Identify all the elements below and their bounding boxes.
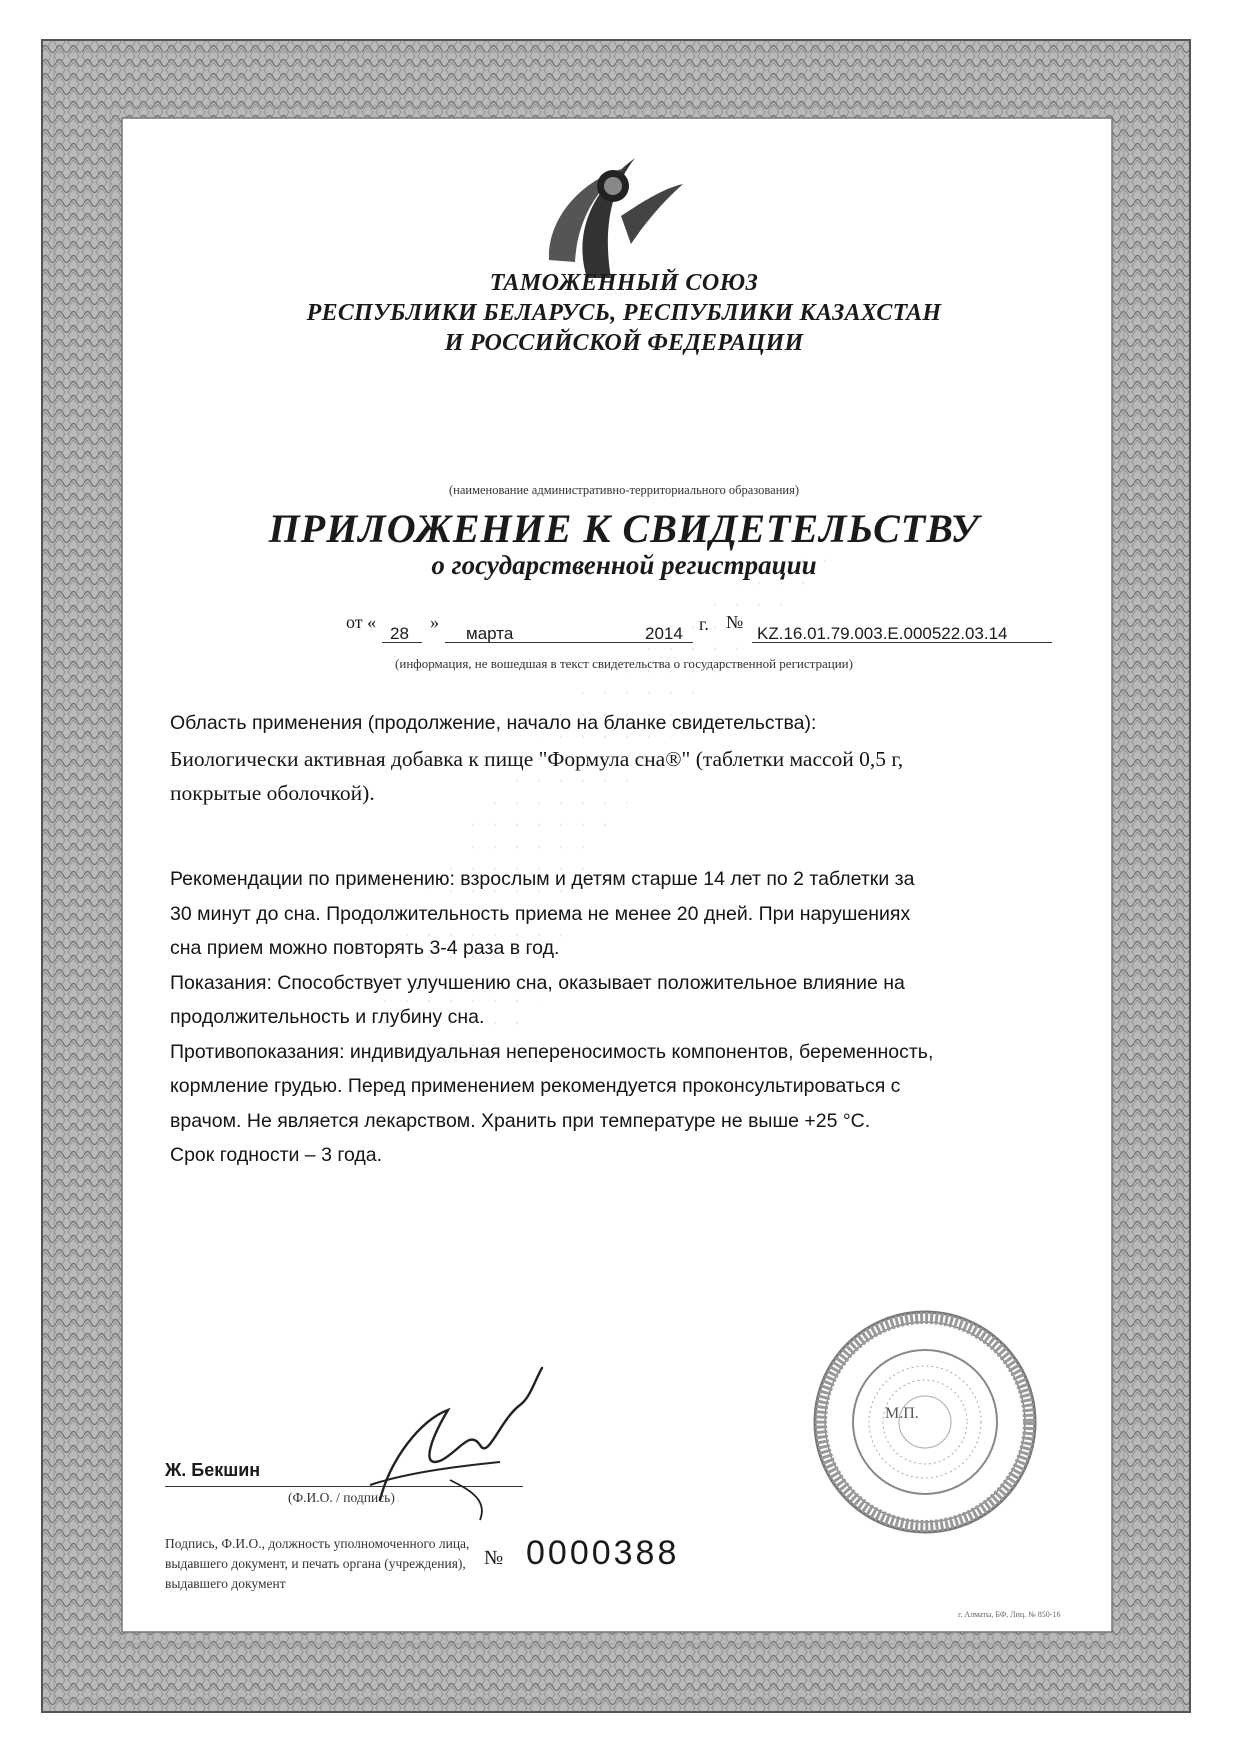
caption-line: выдавшего документ [165, 1576, 286, 1591]
handwritten-signature [330, 1350, 550, 1530]
document-subtitle: о государственной регистрации [431, 550, 817, 580]
text-line: 30 минут до сна. Продолжительность приема не менее 20 дней. При нарушениях [170, 902, 911, 925]
number-sign: № [726, 612, 744, 632]
month-year-underline [445, 642, 693, 643]
stamp-label: М.П. [885, 1405, 919, 1422]
document-title: ПРИЛОЖЕНИЕ К СВИДЕТЕЛЬСТВУ [268, 506, 980, 551]
text-line: продолжительность и глубину сна. [170, 1006, 485, 1028]
instructions-block [170, 862, 933, 1173]
date-day: 28 [390, 624, 409, 643]
customs-union-emblem [525, 140, 685, 280]
text-line: сна прием можно повторять 3-4 раза в год. [170, 937, 560, 959]
info-caption: (информация, не вошедшая в текст свидетельства о государственной регистрации) [395, 656, 853, 671]
text-line: Срок годности – 3 года. [170, 1144, 383, 1166]
date-month: марта [466, 624, 514, 643]
registration-number: KZ.16.01.79.003.E.000522.03.14 [757, 624, 1008, 643]
date-year-suffix: г. [699, 614, 709, 634]
scope-line-2: покрытые оболочкой). [170, 781, 375, 805]
date-year: 2014 [645, 624, 683, 643]
date-prefix: от « [346, 612, 377, 632]
date-day-close: » [430, 612, 439, 632]
name-caption: (Ф.И.О. / подпись) [288, 1490, 395, 1505]
text-line: Противопоказания: индивидуальная непереносимость компонентов, беременность, [170, 1040, 934, 1063]
union-title-line2: РЕСПУБЛИКИ БЕЛАРУСЬ, РЕСПУБЛИКИ КАЗАХСТАН [306, 300, 942, 326]
union-title-line3: И РОССИЙСКОЙ ФЕДЕРАЦИИ [444, 330, 804, 356]
number-underline [752, 642, 1052, 643]
serial-number: 0000388 [526, 1534, 680, 1572]
text-line: кормление грудью. Перед применением рекомендуется проконсультироваться с [170, 1075, 901, 1097]
day-underline [382, 642, 422, 643]
signer-name: Ж. Бекшин [165, 1460, 261, 1480]
union-title-line1: ТАМОЖЕННЫЙ СОЮЗ [489, 270, 759, 296]
scope-line-1: Биологически активная добавка к пище "Формула сна®" (таблетки массой 0,5 г, [170, 747, 904, 771]
text-line: врачом. Не является лекарством. Хранить при температуре не выше +25 °С. [170, 1109, 871, 1132]
signature-caption [165, 1534, 469, 1594]
scope-heading: Область применения (продолжение, начало на бланке свидетельства): [170, 712, 817, 734]
official-stamp [805, 1302, 1045, 1542]
caption-line: выдавшего документ, и печать органа (учреждения), [165, 1556, 466, 1571]
printer-note: г. Алматы, БФ, Лиц. № 850-16 [958, 1610, 1061, 1619]
caption-line: Подпись, Ф.И.О., должность уполномоченного лица, [165, 1536, 470, 1551]
text-line: Показания: Способствует улучшению сна, оказывает положительное влияние на [170, 971, 905, 994]
serial-sign: № [484, 1547, 504, 1569]
text-line: Рекомендации по применению: взрослым и детям старше 14 лет по 2 таблетки за [170, 868, 915, 890]
admin-caption: (наименование административно-территориального образования) [448, 483, 800, 497]
